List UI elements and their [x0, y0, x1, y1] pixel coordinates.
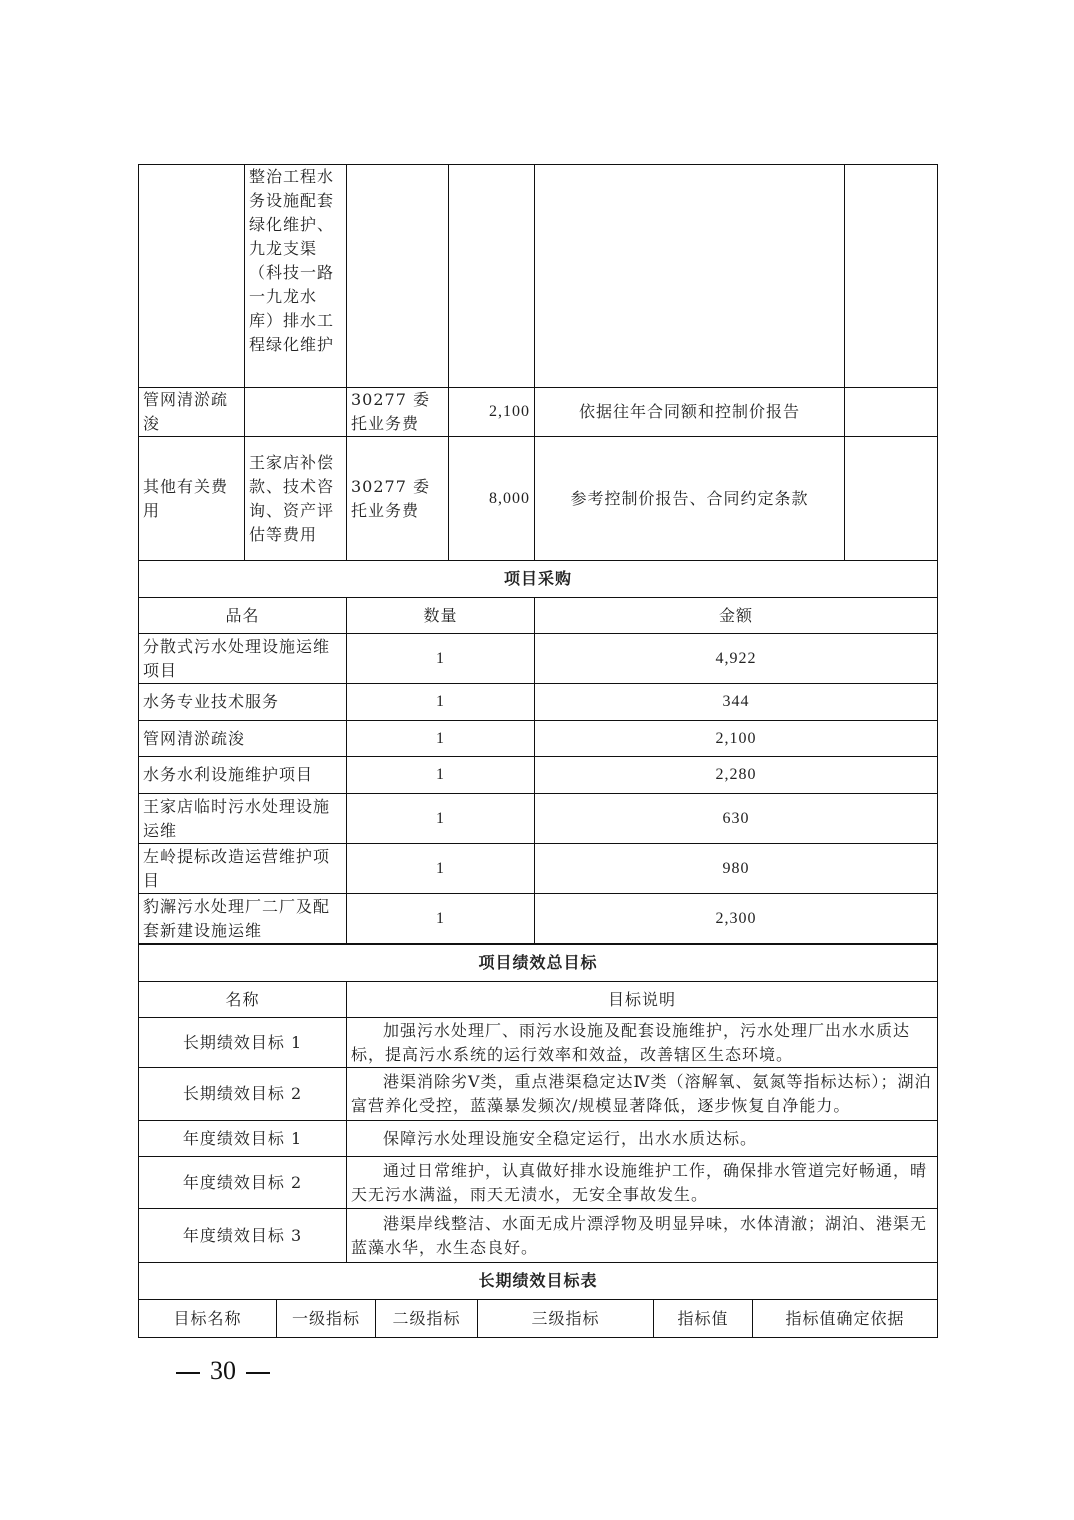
- amount: 630: [535, 794, 938, 844]
- amount: 344: [535, 684, 938, 721]
- table-row: [139, 757, 938, 794]
- goal-description: 港渠消除劣Ⅴ类，重点港渠稳定达Ⅳ类（溶解氧、氨氮等指标达标）；湖泊富营养化受控，蓝藻暴发频次/规模显著降低，逐步恢复自净能力。: [347, 1068, 938, 1121]
- product-name: 水务专业技术服务: [139, 684, 347, 721]
- goal-description: 保障污水处理设施安全稳定运行，出水水质达标。: [347, 1121, 938, 1157]
- header-qty: 数量: [347, 598, 535, 634]
- header-row: [139, 598, 938, 634]
- basis-cell: [535, 165, 845, 388]
- header-row: [139, 982, 938, 1018]
- goal-name: 年度绩效目标 2: [139, 1157, 347, 1209]
- goal-name: 长期绩效目标 2: [139, 1068, 347, 1121]
- section-header-row: [139, 1263, 938, 1300]
- table-row: [139, 1121, 938, 1157]
- header-row: [139, 1300, 938, 1338]
- amount-cell: 8,000: [449, 437, 535, 561]
- table-row: [139, 437, 938, 561]
- amount-cell: 2,100: [449, 388, 535, 437]
- page-number-text: 30: [210, 1356, 236, 1385]
- table-row: [139, 1209, 938, 1263]
- header-level2: 二级指标: [376, 1300, 478, 1338]
- product-name: 豹澥污水处理厂二厂及配套新建设施运维: [139, 894, 347, 944]
- item-cell: 其他有关费用: [139, 437, 245, 561]
- table-row: [139, 1018, 938, 1068]
- quantity: 1: [347, 721, 535, 757]
- performance-goals-table: [138, 944, 938, 1263]
- item-cell: 管网清淤疏浚: [139, 388, 245, 437]
- page-number: [166, 1356, 280, 1386]
- goal-name: 长期绩效目标 1: [139, 1018, 347, 1068]
- header-name: 品名: [139, 598, 347, 634]
- header-level3: 三级指标: [478, 1300, 654, 1338]
- table-row: [139, 634, 938, 684]
- amount: 980: [535, 844, 938, 894]
- header-indicator-value: 指标值: [654, 1300, 753, 1338]
- amount: 2,100: [535, 721, 938, 757]
- table-row: [139, 1068, 938, 1121]
- product-name: 水务水利设施维护项目: [139, 757, 347, 794]
- table-row: [139, 844, 938, 894]
- dash-right: [246, 1372, 270, 1374]
- content-cell: [245, 388, 347, 437]
- dash-left: [176, 1372, 200, 1374]
- goal-description: 加强污水处理厂、雨污水设施及配套设施维护，污水处理厂出水水质达标，提高污水系统的运行效率和效益，改善辖区生态环境。: [347, 1018, 938, 1068]
- amount: 2,280: [535, 757, 938, 794]
- content-cell: 整治工程水务设施配套绿化维护、九龙支渠（科技一路一九龙水库）排水工程绿化维护: [245, 165, 347, 388]
- goal-name: 年度绩效目标 3: [139, 1209, 347, 1263]
- goal-name: 年度绩效目标 1: [139, 1121, 347, 1157]
- product-name: 王家店临时污水处理设施运维: [139, 794, 347, 844]
- econ-class-cell: 30277 委托业务费: [347, 388, 449, 437]
- quantity: 1: [347, 794, 535, 844]
- product-name: 左岭提标改造运营维护项目: [139, 844, 347, 894]
- header-amount: 金额: [535, 598, 938, 634]
- note-cell: [845, 388, 938, 437]
- item-cell: [139, 165, 245, 388]
- procurement-table: [138, 560, 938, 944]
- table-row: [139, 165, 938, 388]
- econ-class-cell: [347, 165, 449, 388]
- header-target-name: 目标名称: [139, 1300, 277, 1338]
- budget-detail-table: [138, 164, 938, 561]
- header-level1: 一级指标: [277, 1300, 376, 1338]
- table-row: [139, 894, 938, 944]
- header-goal-name: 名称: [139, 982, 347, 1018]
- performance-title: 项目绩效总目标: [139, 945, 938, 982]
- goal-description: 港渠岸线整洁、水面无成片漂浮物及明显异味，水体清澈；湖泊、港渠无蓝藻水华，水生态良好。: [347, 1209, 938, 1263]
- quantity: 1: [347, 894, 535, 944]
- procurement-title: 项目采购: [139, 561, 938, 598]
- header-goal-desc: 目标说明: [347, 982, 938, 1018]
- basis-cell: 参考控制价报告、合同约定条款: [535, 437, 845, 561]
- table-row: [139, 1157, 938, 1209]
- goal-description: 通过日常维护，认真做好排水设施维护工作，确保排水管道完好畅通，晴天无污水满溢，雨天无渍水，无安全事故发生。: [347, 1157, 938, 1209]
- econ-class-cell: 30277 委托业务费: [347, 437, 449, 561]
- quantity: 1: [347, 684, 535, 721]
- quantity: 1: [347, 634, 535, 684]
- quantity: 1: [347, 757, 535, 794]
- amount: 2,300: [535, 894, 938, 944]
- product-name: 分散式污水处理设施运维项目: [139, 634, 347, 684]
- header-value-basis: 指标值确定依据: [753, 1300, 938, 1338]
- table-row: [139, 388, 938, 437]
- basis-cell: 依据往年合同额和控制价报告: [535, 388, 845, 437]
- section-header-row: [139, 945, 938, 982]
- section-header-row: [139, 561, 938, 598]
- content-cell: 王家店补偿款、技术咨询、资产评估等费用: [245, 437, 347, 561]
- product-name: 管网清淤疏浚: [139, 721, 347, 757]
- table-row: [139, 721, 938, 757]
- table-row: [139, 794, 938, 844]
- note-cell: [845, 165, 938, 388]
- amount-cell: [449, 165, 535, 388]
- amount: 4,922: [535, 634, 938, 684]
- longterm-title: 长期绩效目标表: [139, 1263, 938, 1300]
- longterm-target-table: [138, 1262, 938, 1338]
- table-row: [139, 684, 938, 721]
- note-cell: [845, 437, 938, 561]
- quantity: 1: [347, 844, 535, 894]
